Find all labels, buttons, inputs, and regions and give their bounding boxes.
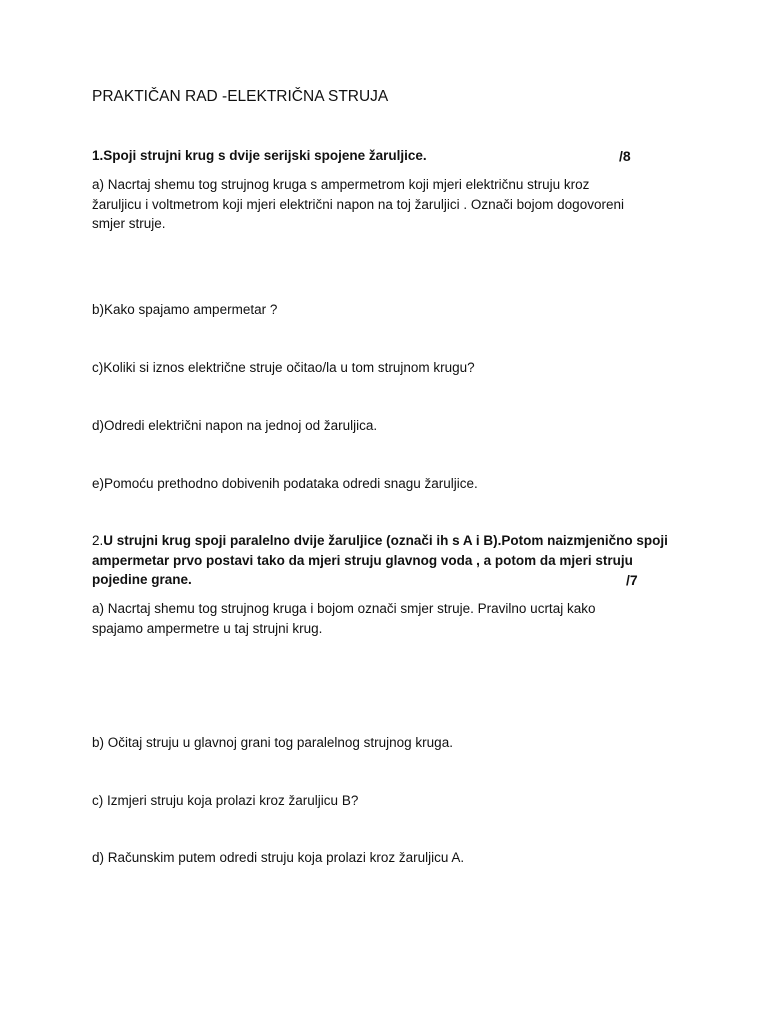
- question-2-number: 2.: [92, 533, 104, 548]
- question-2b: b) Očitaj struju u glavnoj grani tog paralelnog strujnog kruga.: [92, 735, 453, 750]
- question-2-score: /7: [626, 572, 638, 588]
- question-1-score: /8: [619, 148, 631, 164]
- question-1d: d)Odredi električni napon na jednoj od žaruljica.: [92, 418, 378, 433]
- document-title: PRAKTIČAN RAD -ELEKTRIČNA STRUJA: [92, 88, 389, 105]
- question-2d: d) Računskim putem odredi struju koja prolazi kroz žaruljicu A.: [92, 850, 465, 865]
- question-2a-line-2: spajamo ampermetre u taj strujni krug.: [92, 621, 323, 636]
- question-1a-line-3: smjer struje.: [92, 216, 166, 231]
- question-1a-line-2: žaruljicu i voltmetrom koji mjeri električni napon na toj žaruljici . Označi bojom dogovoreni: [92, 197, 624, 212]
- question-2-heading-line-3: pojedine grane.: [92, 572, 192, 587]
- question-1c: c)Koliki si iznos električne struje očitao/la u tom strujnom krugu?: [92, 360, 475, 375]
- question-2a-line-1: a) Nacrtaj shemu tog strujnog kruga i bojom označi smjer struje. Pravilno ucrtaj kako: [92, 601, 596, 616]
- question-2c: c) Izmjeri struju koja prolazi kroz žaruljicu B?: [92, 793, 359, 808]
- question-1a-line-1: a) Nacrtaj shemu tog strujnog kruga s ampermetrom koji mjeri električnu struju kroz: [92, 177, 590, 192]
- question-2-heading-line-1: [92, 531, 668, 551]
- question-1e: e)Pomoću prethodno dobivenih podataka odredi snagu žaruljice.: [92, 476, 478, 491]
- question-2-heading-line-2: ampermetar prvo postavi tako da mjeri struju glavnog voda , a potom da mjeri struju: [92, 553, 633, 568]
- question-2-heading-text-1: U strujni krug spoji paralelno dvije žaruljice (označi ih s A i B).Potom naizmjenično spoji: [103, 533, 668, 548]
- question-1b: b)Kako spajamo ampermetar ?: [92, 302, 278, 317]
- question-1-heading: 1.Spoji strujni krug s dvije serijski spojene žaruljice.: [92, 148, 427, 163]
